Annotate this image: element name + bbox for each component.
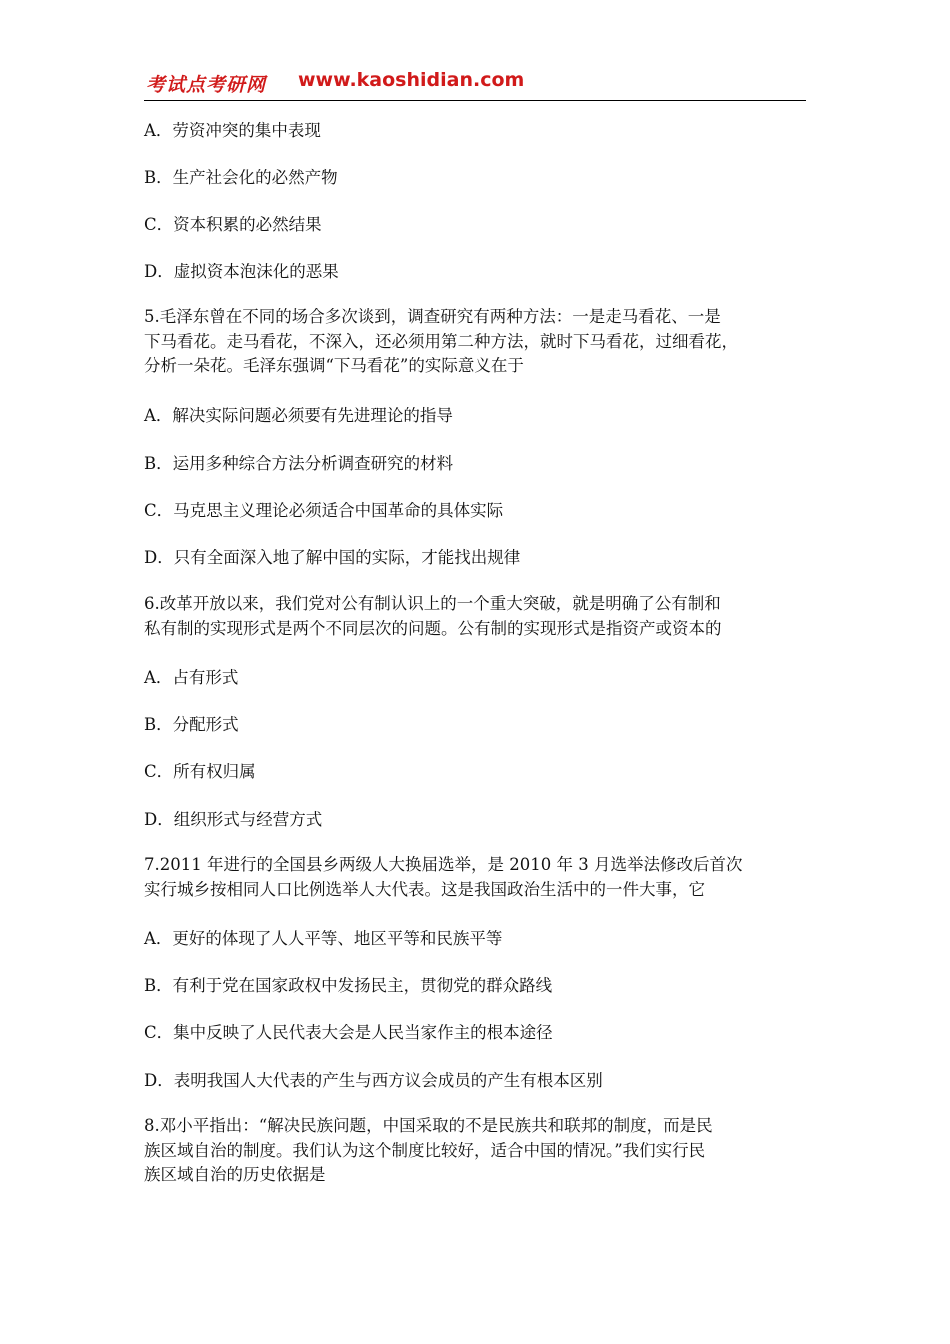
question-6-line: 6.改革开放以来，我们党对公有制认识上的一个重大突破，就是明确了公有制和	[144, 594, 721, 613]
brand-url[interactable]: www.kaoshidian.com	[298, 69, 525, 91]
page-header	[144, 66, 806, 101]
q6-option-c: C．所有权归属	[144, 762, 256, 781]
q6-option-a: A．占有形式	[144, 668, 239, 687]
question-8-line: 8.邓小平指出：“解决民族问题，中国采取的不是民族共和联邦的制度，而是民	[144, 1116, 713, 1135]
question-8-stem	[144, 1114, 806, 1188]
q7-option-b: B．有利于党在国家政权中发扬民主，贯彻党的群众路线	[144, 976, 553, 995]
q5-option-b: B．运用多种综合方法分析调查研究的材料	[144, 454, 454, 473]
question-7-line: 实行城乡按相同人口比例选举人大代表。这是我国政治生活中的一件大事，它	[144, 879, 705, 899]
question-7-line: 7.2011 年进行的全国县乡两级人大换届选举，是 2010 年 3 月选举法修改后首次	[144, 855, 743, 874]
question-5-line: 分析一朵花。毛泽东强调“下马看花”的实际意义在于	[144, 356, 524, 375]
question-6-stem	[144, 592, 806, 641]
question-5-line: 5.毛泽东曾在不同的场合多次谈到，调查研究有两种方法：一是走马看花、一是	[144, 307, 721, 326]
q7-option-c: C．集中反映了人民代表大会是人民当家作主的根本途径	[144, 1023, 553, 1042]
q6-option-b: B．分配形式	[144, 715, 239, 734]
question-6-line: 私有制的实现形式是两个不同层次的问题。公有制的实现形式是指资产或资本的	[144, 618, 722, 638]
q4-option-c: C．资本积累的必然结果	[144, 215, 322, 234]
brand-logo-text: 考试点考研网	[146, 74, 267, 96]
question-8-line: 族区域自治的历史依据是	[144, 1165, 326, 1184]
question-5-line: 下马看花。走马看花，不深入，还必须用第二种方法，就时下马看花，过细看花，	[144, 331, 738, 351]
question-8-line: 族区域自治的制度。我们认为这个制度比较好，适合中国的情况。”我们实行民	[144, 1140, 706, 1160]
q7-option-a: A．更好的体现了人人平等、地区平等和民族平等	[144, 929, 503, 948]
q6-option-d: D．组织形式与经营方式	[144, 810, 323, 829]
q4-option-d: D．虚拟资本泡沫化的恶果	[144, 262, 339, 281]
q5-option-a: A．解决实际问题必须要有先进理论的指导	[144, 406, 453, 425]
q5-option-c: C．马克思主义理论必须适合中国革命的具体实际	[144, 501, 504, 520]
q4-option-a: A．劳资冲突的集中表现	[144, 121, 321, 140]
q5-option-d: D．只有全面深入地了解中国的实际，才能找出规律	[144, 548, 521, 567]
question-7-stem	[144, 853, 806, 902]
q7-option-d: D．表明我国人大代表的产生与西方议会成员的产生有根本区别	[144, 1071, 603, 1090]
question-5-stem	[144, 305, 806, 379]
q4-option-b: B．生产社会化的必然产物	[144, 168, 338, 187]
